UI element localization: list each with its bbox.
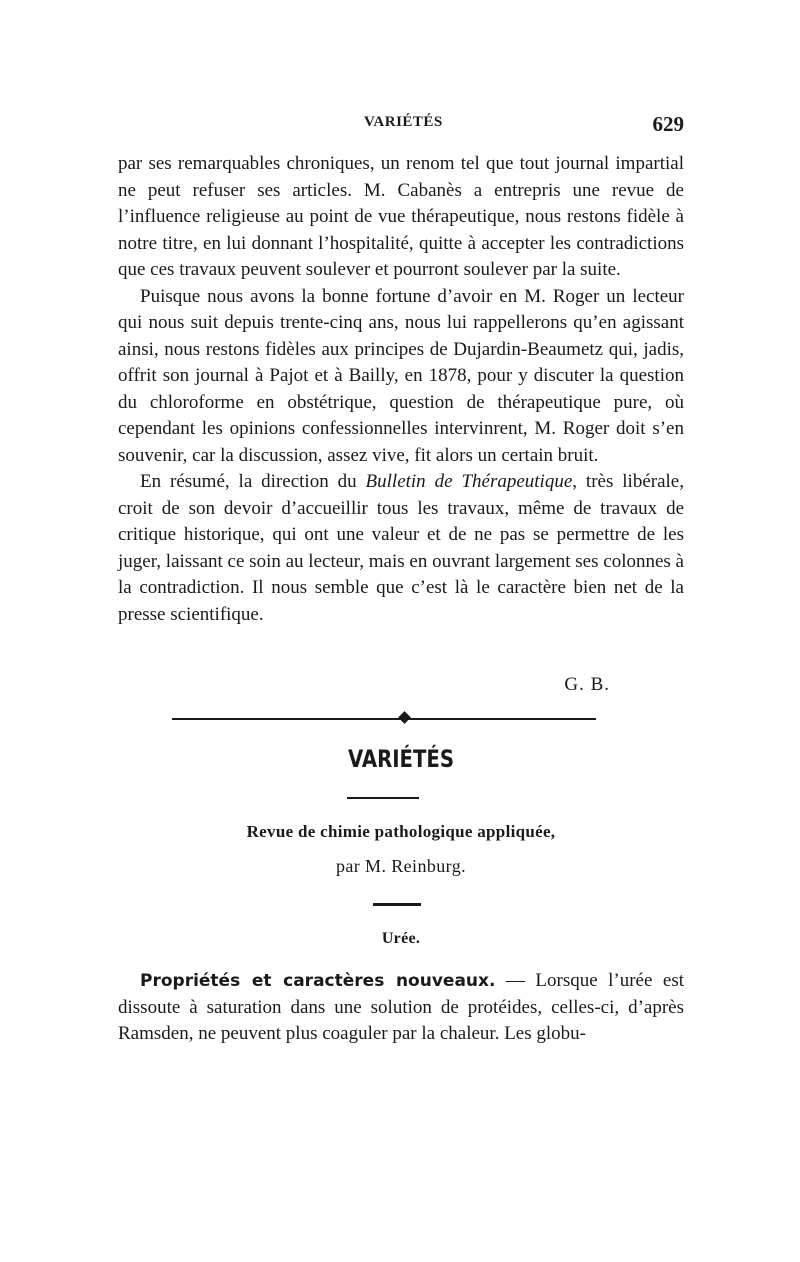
ornament-diamond — [398, 711, 411, 724]
paragraph-3-before: En résumé, la direction du — [140, 471, 366, 492]
page-number: 629 — [652, 112, 684, 136]
paragraph-2: Puisque nous avons la bonne fortune d’avoir en M. Roger un lecteur qui nous suit depuis trente-cinq ans, nous lui rappellerons qu’en agissant ainsi, nous restons fidèles aux principes de Dujardin-Beaumetz qui, jadis, offrit son journal à Pajot et à Bailly, en 1878, pour y discuter la question du chloroforme en obstétrique, question de thérapeutique pure, où cependant les opinions confessionnelles intervinrent, M. Roger doit s’en souvenir, car la discussion, assez vive, fit alors un certain bruit. — [118, 285, 684, 466]
ornament-rule — [172, 718, 596, 720]
paragraph-4 — [118, 968, 684, 1048]
paragraph-3 — [118, 469, 684, 628]
paragraph-4-lead: Propriétés et caractères nouveaux. — [140, 971, 496, 991]
subsection-rule — [373, 903, 421, 906]
article-body-top — [118, 151, 684, 628]
paragraph-4-text: — Lorsque l’urée est dissoute à saturation dans une solution de protéides, celles-ci, d’après Ramsden, ne peuvent plus coaguler par la chaleur. Les globu- — [118, 970, 684, 1044]
running-title: VARIÉTÉS — [364, 114, 443, 130]
signature: G. B. — [564, 674, 610, 695]
paragraph-1: par ses remarquables chroniques, un renom tel que tout journal impartial ne peut refuser ses articles. M. Cabanès a entrepris une revue de l’influence religieuse au point de vue thérapeutique, nous restons fidèle à notre titre, en lui donnant l’hospitalité, quitte à accepter les contradictions que ces travaux peuvent soulever et pourront soulever par la suite. — [118, 153, 684, 280]
paragraph-3-after: , très libérale, croit de son devoir d’accueillir tous les travaux, même de travaux de critique historique, qui ont une valeur et de ne pas se permettre de les juger, laissant ce soin au lecteur, mais en ouvrant largement ses colonnes à la contradiction. Il nous semble que c’est là le caractère bien net de la presse scientifique. — [118, 471, 684, 625]
section-title: VARIÉTÉS — [347, 745, 455, 773]
section-rule — [347, 797, 419, 799]
journal-title: Bulletin de Thérapeutique — [365, 471, 573, 492]
article-body-bottom — [118, 968, 684, 1048]
subheading: Urée. — [381, 930, 421, 947]
article-author: par M. Reinburg. — [335, 856, 467, 876]
article-title: Revue de chimie pathologique appliquée, — [246, 822, 556, 841]
running-head — [118, 114, 684, 138]
